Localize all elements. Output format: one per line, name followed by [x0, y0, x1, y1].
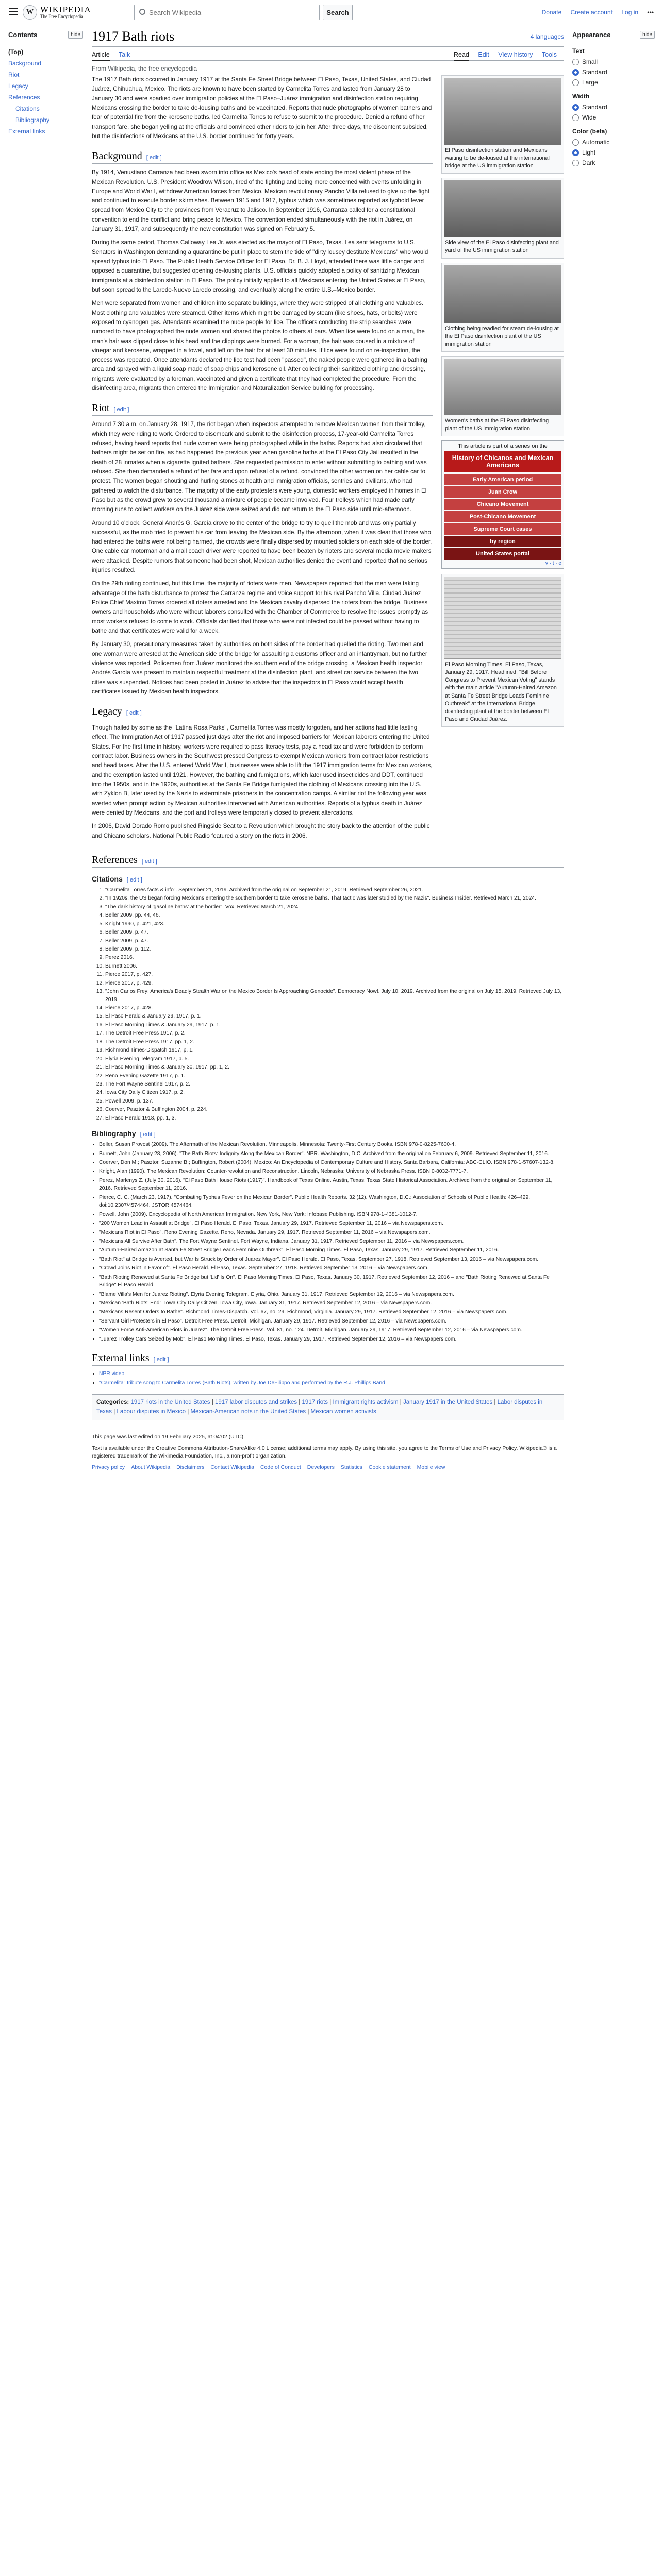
section-heading-riot [92, 402, 433, 416]
radio-icon[interactable] [572, 114, 579, 121]
citation-item: 9. Perez 2016. [105, 954, 564, 961]
toc-header [8, 31, 83, 42]
width-standard[interactable] [572, 102, 655, 112]
color-light[interactable] [572, 147, 655, 158]
citation-item: 17. The Detroit Free Press 1917, p. 2. [105, 1029, 564, 1037]
citation-item: 2. "In 1920s, the US began forcing Mexicans entering the southern border to take kerosene baths. That tactic was later studied by the Nazis". Business Insider. Retrieved March 21, 2024. [105, 894, 564, 902]
citation-item: 16. El Paso Morning Times & January 29, 1917, p. 1. [105, 1021, 564, 1029]
category-link[interactable]: 1917 labor disputes and strikes [214, 1399, 297, 1406]
citation-item: 15. El Paso Herald & January 29, 1917, p. 1. [105, 1012, 564, 1020]
toc-item-background[interactable]: Background [8, 60, 42, 67]
text-size-standard[interactable] [572, 67, 655, 77]
citation-item: 27. El Paso Herald 1918, pp. 1, 3. [105, 1114, 564, 1122]
figure-caption: Women's baths at the El Paso disinfecting plant of the US immigration station [445, 417, 549, 432]
footer-link[interactable]: Developers [307, 1464, 335, 1471]
background-paragraph: Men were separated from women and children into separate buildings, where they were stripped of all clothing and valuables. Most clothing and valuables were steamed. Other items which might be damaged by steam (like shoes, hats, or belts) were exposed to cyanogen gas. Attendants examined the nude people for lice. The officers conducting the strip searches were rumored to have photographed the nude women and shared the photos to others at bars. When lice were found on a man, the man's hair was clipped close to his head and the clippings were burned. For a woman, the hair was doused in a mixture of vinegar and kerosene, wrapped in a towel, and left on the hair for at least 30 minutes. If lice were found on re-inspection, the process was repeated. Once attendants declared the lice test had been "passed", the naked people were gathered in a bathing area and sprayed with a liquid soap made of soap chips and kerosene oil. After collecting their sanitized clothing and dressing, migrants were evaluated by a foreman, vaccinated and given a certificate that they had completed the procedure. From the disinfecting area, migrants then entered the Immigration and Naturalization Service building for processing. [92, 300, 427, 392]
wordmark-tagline: The Free Encyclopedia [40, 14, 84, 19]
language-button[interactable]: 4 languages [530, 33, 564, 40]
citation-item: 11. Pierce 2017, p. 427. [105, 971, 564, 978]
option-label: Small [582, 58, 598, 65]
bibliography-item: • "Servant Girl Protesters in El Paso". Detroit Free Press. Detroit, Michigan. January 29, 1917. Retrieved September 12, 2016 – via Newspapers.com. [99, 1317, 564, 1325]
footer-link[interactable]: Code of Conduct [260, 1464, 301, 1471]
width-label: Width [572, 93, 590, 100]
figure-caption: El Paso disinfection station and Mexicans waiting to be de-loused at the international bridge at the US immigration station [445, 147, 550, 170]
bibliography-item: • Burnett, John (January 28, 2006). "The Bath Riots: Indignity Along the Mexican Border". NPR. Washington, D.C. Archived from the original on February 6, 2009. Retrieved September 11, 2016. [99, 1150, 564, 1158]
category-link[interactable]: 1917 riots in the United States [130, 1399, 210, 1406]
riot-paragraph: By January 30, precautionary measures taken by authorities on both sides of the border had quelled the rioting. Two men and one woman were arrested at the American side of the bridge for assaulting a customs officer and an infantryman, but no further violence was reported. Policemen from Juárez monitored the southern end of the bridge crossing, a Mexican health inspector Andrés García was present to maintain respectful treatment at the disinfection plant, and street car service between the two cities was suspended. Notices had been posted in Juárez to advise that the inspectors in El Paso would accept health certificates issued by Mexican health inspectors. [92, 641, 427, 695]
bibliography-item: • Coerver, Don M.; Pasztor, Suzanne B.; Buffington, Robert (2004). Mexico: An Encyclopedia of Contemporary Culture and History. Santa Barbara, California: ABC-CLIO. ISBN 978-1-57607-132-8. [99, 1159, 564, 1166]
sidebar-figures [441, 75, 564, 845]
main-content [92, 29, 564, 1472]
link-text[interactable]: "Carmelita" tribute song to Carmelita Torres (Bath Riots), written by Joe DeFilippo and performed by the R.J. Phillips Band [99, 1380, 385, 1386]
bibliography-item: • "Mexicans Riot in El Paso". Reno Evening Gazette. Reno, Nevada. January 29, 1917. Retrieved September 11, 2016 – via Newspapers.com. [99, 1229, 564, 1236]
categories-box [92, 1394, 564, 1420]
category-separator: | [112, 1409, 117, 1415]
citation-item: 3. "The dark history of 'gasoline baths' at the border". Vox. Retrieved March 21, 2024. [105, 903, 564, 911]
bibliography-item: • Knight, Alan (1990). The Mexican Revolution: Counter-revolution and Reconstruction. Lincoln, Nebraska: University of Nebraska Press. ISBN 0-8032-7771-7. [99, 1167, 564, 1175]
heading-text: External links [92, 1352, 150, 1364]
link-text[interactable]: NPR video [99, 1371, 125, 1377]
tab-talk[interactable]: Talk [118, 51, 130, 58]
citation-item: 7. Beller 2009, p. 47. [105, 937, 564, 945]
heading-text: Background [92, 150, 142, 162]
figure-caption: El Paso Morning Times, El Paso, Texas, January 29, 1917. Headlined, "Bill Before Congress to Prevent Mexican Voting" stands with the main article "Autumn-Haired Amazon at Santa Fe Street Bridge Leads Feminine Outbreak" at the International Bridge disinfecting plant at the border between El Paso and Ciudad Juárez. [445, 662, 557, 722]
user-links [535, 9, 654, 16]
series-item[interactable]: Juan Crow [444, 486, 561, 498]
subheading-bibliography [92, 1129, 564, 1138]
edit-section-link[interactable]: [ edit ] [141, 858, 157, 865]
appearance-header [572, 31, 655, 42]
external-links-list [92, 1370, 564, 1387]
option-label: Standard [582, 104, 607, 111]
category-link[interactable]: Immigrant rights activism [333, 1399, 399, 1406]
categories-label[interactable]: Categories: [96, 1399, 129, 1406]
category-separator: | [398, 1399, 403, 1406]
create-account-link[interactable]: Create account [570, 9, 613, 16]
citation-item: 25. Powell 2009, p. 137. [105, 1097, 564, 1105]
heading-text: Bibliography [92, 1129, 136, 1138]
category-link[interactable]: January 1917 in the United States [403, 1399, 493, 1406]
bibliography-item: • "Juarez Trolley Cars Seized by Mob". El Paso Morning Times. El Paso, Texas. January 29, 1917. Retrieved September 12, 2016 – via Newspapers.com. [99, 1335, 564, 1343]
series-intro: This article is part of a series on the [458, 443, 548, 450]
appearance-hide-button[interactable]: hide [640, 31, 655, 39]
citation-item: 1. "Carmelita Torres facts & info". September 21, 2019. Archived from the original on September 21, 2019. Retrieved September 26, 2021. [105, 886, 564, 894]
riot-paragraph: Around 7:30 a.m. on January 28, 1917, the riot began when inspectors attempted to remove Mexican women from their trolley, which they were riding to work. Ordered to disembark and submit to the disinfection process, 17-year-old Carmelita Torres refused, having heard reports that nude women were being photographed while in the baths. Reports had also circulated that bathers might be set on fire, as had happened the previous year when gasoline baths at the El Paso City Jail resulted in the death of 28 inmates when a cigarette ignited bathers. She requested permission to enter without submitting to bathing and was refused. She then demanded a refund of her fare and upon refusal of a refund, convinced the other women on her cable car to protest. The women began shouting and hurling stones at health and immigration officials, sentries and civilians, who had gathered to watch the disturbance. The majority of the early protesters were young, domestic workers employed in homes in El Paso but as the crowd grew to several thousand a mixture of people became involved. Four trolleys which had made early morning runs to collect workers on the Juárez side were seized and did not return to the El Paso side until mid-afternoon. [92, 421, 427, 513]
series-item[interactable]: Early American period [444, 474, 561, 485]
figure [441, 75, 564, 174]
bibliography-list [92, 1141, 564, 1343]
bibliography-item: • "Blame Villa's Men for Juarez Rioting". Elyria Evening Telegram. Elyria, Ohio. January 31, 1917. Retrieved September 12, 2016 – via Newspapers.com. [99, 1291, 564, 1298]
toc-title: Contents [8, 31, 38, 39]
category-separator: | [492, 1399, 498, 1406]
figure-caption: Clothing being readied for steam de-lousing at the El Paso disinfection plant of the US immigration station [445, 325, 559, 347]
option-label: Wide [582, 114, 597, 121]
bibliography-item: • Perez, Marlenys Z. (July 30, 2016). "El Paso Bath House Riots (1917)". Handbook of Texas Online. Austin, Texas: Texas State Historical Association. Archived from the original on September 11, 2016. Retrieved September 11, 2016. [99, 1177, 564, 1193]
citation-item: 22. Reno Evening Gazette 1917, p. 1. [105, 1072, 564, 1080]
bibliography-item: • "Autumn-Haired Amazon at Santa Fe Street Bridge Leads Feminine Outbreak". El Paso Morning Times. El Paso, Texas. January 29, 1917. Retrieved September 11, 2016. [99, 1246, 564, 1254]
option-label: Dark [582, 159, 595, 166]
radio-selected-icon[interactable] [572, 104, 579, 111]
section-heading-legacy [92, 706, 433, 719]
citation-item: 6. Beller 2009, p. 47. [105, 928, 564, 936]
page-title: 1917 Bath riots [92, 29, 564, 47]
figure [441, 263, 564, 352]
category-separator: | [186, 1409, 191, 1415]
background-paragraph: By 1914, Venustiano Carranza had been sworn into office as Mexico's head of state ending the most violent phase of the Mexican Revolution. U.S. President Woodrow Wilson, tired of the fighting and being more concerned with events unfolding in Europe and World War I, withdrew American forces from Mexico. Mexican revolutionary Pancho Villa refused to give up the fight and continued to execute border skirmishes. Between 1915 and 1917, typhus which was sometimes reported as typhoid fever spread from Mexico City to the provinces from Veracruz to Jalisco. In September 1916, Carranza called for a constitutional convention to end the conflict and bring peace to Mexico. The convention ended simultaneously with the riot in Juárez, on January 31, 1917, and subsequently the new constitution was signed on February 5. [92, 169, 430, 233]
option-label: Large [582, 79, 598, 86]
radio-selected-icon[interactable] [572, 69, 579, 76]
toc-item-citations[interactable]: Citations [15, 105, 40, 112]
donate-link[interactable]: Donate [541, 9, 562, 16]
color-dark[interactable] [572, 158, 655, 168]
category-separator: | [306, 1409, 311, 1415]
wordmark[interactable] [40, 5, 91, 19]
tab-read[interactable]: Read [454, 51, 469, 61]
series-portal-link[interactable]: United States portal [444, 548, 561, 560]
citation-item: 20. Elyria Evening Telegram 1917, p. 5. [105, 1055, 564, 1063]
footer-link[interactable]: Cookie statement [368, 1464, 411, 1471]
wikipedia-logo[interactable]: W [23, 5, 37, 20]
login-link[interactable]: Log in [621, 9, 639, 16]
section-heading-external-links [92, 1352, 564, 1366]
radio-selected-icon[interactable] [572, 149, 579, 156]
radio-icon[interactable] [572, 139, 579, 146]
radio-icon[interactable] [572, 160, 579, 166]
search-button[interactable]: Search [323, 5, 353, 20]
bibliography-item: • "Bath Riot" at Bridge is Averted, but War Is Struck by Order of Juarez Mayor". El Paso Herald. El Paso, Texas. September 27, 1918. Retrieved September 13, 2016 – via Newspapers.com. [99, 1256, 564, 1263]
heading-text: Riot [92, 402, 110, 414]
more-menu-icon[interactable]: ••• [647, 9, 654, 16]
tab-edit[interactable]: Edit [478, 51, 489, 58]
option-label: Light [582, 149, 596, 156]
page-tabs [92, 51, 564, 61]
search-icon [139, 9, 145, 15]
toc-hide-button[interactable]: hide [68, 31, 83, 39]
tab-article[interactable]: Article [92, 51, 110, 61]
footer-link[interactable]: Statistics [340, 1464, 362, 1471]
citation-item: 24. Iowa City Daily Citizen 1917, p. 2. [105, 1089, 564, 1096]
edit-section-link[interactable]: [ edit ] [146, 155, 162, 161]
heading-text: Legacy [92, 706, 122, 718]
series-item[interactable]: by region [444, 536, 561, 547]
navbox-vte-links[interactable]: v · t · e [545, 561, 561, 567]
main-menu-icon[interactable] [9, 8, 18, 15]
photo-image[interactable] [444, 265, 561, 323]
category-separator: | [210, 1399, 215, 1406]
toc-item-references[interactable]: References [8, 94, 40, 101]
figure-caption: Side view of the El Paso disinfecting plant and yard of the US immigration station [445, 240, 559, 254]
footer-link[interactable]: Mobile view [417, 1464, 445, 1471]
section-heading-references [92, 854, 564, 868]
option-label: Automatic [582, 139, 610, 146]
appearance-panel [572, 31, 655, 168]
citations-list [92, 886, 564, 1122]
bibliography-item: • "Women Force Anti-American Riots in Juarez". The Detroit Free Press. Vol. 81, no. 124. Detroit, Michigan. January 29, 1917. Retrieved September 12, 2016 – via Newspapers.com. [99, 1326, 564, 1334]
table-of-contents [8, 31, 83, 137]
bibliography-item: • "Mexicans Resent Orders to Bathe". Richmond Times-Dispatch. Vol. 67, no. 29. Richmond, Virginia. January 29, 1917. Retrieved September 12, 2016 – via Newspapers.com. [99, 1308, 564, 1316]
toc-item-bibliography[interactable]: Bibliography [15, 116, 50, 124]
category-link[interactable]: Mexican-American riots in the United States [190, 1409, 306, 1415]
site-header [0, 0, 662, 25]
bibliography-item: • "Mexican 'Bath Riots' End". Iowa City Daily Citizen. Iowa City, Iowa. January 31, 1917. Retrieved September 12, 2016 – via Newspapers.com. [99, 1299, 564, 1307]
citation-item: 12. Pierce 2017, p. 429. [105, 979, 564, 987]
footer-link[interactable]: About Wikipedia [131, 1464, 171, 1471]
citation-item: 26. Coerver, Pasztor & Buffington 2004, p. 224. [105, 1106, 564, 1113]
edit-section-link[interactable]: [ edit ] [153, 1357, 169, 1363]
page-footer [92, 1428, 564, 1472]
series-navbox [441, 440, 564, 569]
radio-icon[interactable] [572, 79, 579, 86]
subheading-citations [92, 875, 564, 883]
width-wide[interactable] [572, 112, 655, 123]
series-title[interactable]: History of Chicanos and Mexican Americans [444, 451, 561, 472]
heading-text: References [92, 854, 138, 866]
citation-item: 4. Beller 2009, pp. 44, 46. [105, 911, 564, 919]
category-link[interactable]: Labor disputes in Texas [96, 1399, 543, 1415]
series-item[interactable]: Post-Chicano Movement [444, 511, 561, 522]
toc-item-legacy[interactable]: Legacy [8, 82, 28, 90]
legacy-paragraph: In 2006, David Dorado Romo published Ringside Seat to a Revolution which brought the story back to the attention of the public and Chicano scholars. National Public Radio featured a story on the riots in 2006. [92, 823, 430, 839]
page-tagline: From Wikipedia, the free encyclopedia [92, 65, 197, 72]
footer-link[interactable]: Privacy policy [92, 1464, 125, 1471]
bibliography-item: • Pierce, C. C. (March 23, 1917). "Combating Typhus Fever on the Mexican Border". Public Health Reports. 32 (12). Washington, D.C.: Association of Schools of Public Health: 426–429. doi:10.2307/4574464. JSTOR 4574464. [99, 1194, 564, 1210]
external-link[interactable] [99, 1379, 564, 1387]
tab-tools[interactable]: Tools [541, 51, 557, 58]
legacy-paragraph: Though hailed by some as the "Latina Rosa Parks", Carmelita Torres was mostly forgotten, and her actions had little lasting effect. The Immigration Act of 1917 passed just days after the riot and imposed barriers for Mexican laborers entering the United States. For the first time in history, workers were required to pass literacy tests, pay a head tax and were forbidden to perform contract labor. Business owners in the Southwest pressed Congress to exempt Mexican workers from contract labor restrictions and head taxes. After the U.S. entered World War I, businesses were able to lift the 1917 immigration terms for Mexican workers, and the exemption lasted until 1921. However, the bathing and fumigations, which later used insecticides and DDT, continued into the 1950s, and in the 1920s, authorities at the Santa Fe Bridge fumigated the clothing of Mexicans crossing into the U.S. with Zyklon B, later used by the Nazis to exterminate prisoners in the concentration camps. A similar riot the following year was averted when prompt action by Mexican authorities intervened with American authorities. Reports of a typhus death in Juárez were denied by Mexicans, and the port and trolleys were temporarily closed to prevent altercations. [92, 724, 433, 816]
toc-item-riot[interactable]: Riot [8, 71, 20, 78]
last-edited: This page was last edited on 19 February 2025, at 04:02 (UTC). [92, 1433, 245, 1440]
riot-paragraph: On the 29th rioting continued, but this time, the majority of rioters were men. Newspapers reported that the men were taking advantage of the bath disturbance to protest the Carranza regime and voice support for his rival Pancho Villa. Ciudad Juárez Police Chief Maximo Torres ordered all rioters arrested and the Mexican cavalry dispersed the rioters from the bridge. Business owners and households who were without laborers consulted with the Chamber of Commerce to resolve the issues promptly as most workers refused to come to work. Officials clarified that those who were not infected could be passed without having to bathe and that certificates were valid for a week. [92, 580, 428, 634]
citation-item: 21. El Paso Morning Times & January 30, 1917, pp. 1, 2. [105, 1063, 564, 1071]
heading-text: Citations [92, 874, 123, 883]
category-separator: | [297, 1399, 302, 1406]
citation-item: 23. The Fort Wayne Sentinel 1917, p. 2. [105, 1080, 564, 1088]
section-heading-background [92, 150, 433, 164]
appearance-title: Appearance [572, 31, 611, 39]
footer-links [92, 1464, 564, 1472]
text-size-label: Text [572, 47, 585, 55]
figure [441, 178, 564, 258]
bibliography-item: • Beller, Susan Provost (2009). The Aftermath of the Mexican Revolution. Minneapolis, Minnesota: Twenty-First Century Books. ISBN 978-0-8225-7600-4. [99, 1141, 564, 1148]
photo-image[interactable] [444, 359, 561, 415]
search-box [134, 5, 320, 20]
photo-image[interactable] [444, 180, 561, 237]
citation-item: 10. Burnett 2006. [105, 962, 564, 970]
edit-section-link[interactable]: [ edit ] [140, 1131, 156, 1138]
category-link[interactable]: Mexican women activists [310, 1409, 376, 1415]
figure [441, 574, 564, 727]
edit-section-link[interactable]: [ edit ] [126, 876, 142, 883]
riot-paragraph: Around 10 o'clock, General Andrés G. García drove to the center of the bridge to try to quell the mob and was only partially successful, as the mob tried to prevent his car from leaving the Mexican side. By the afternoon, when it was clear that those who had entered the baths were not being harmed, the crowds were finally dispersed by mounted soldiers on each side of the border. One cable car motorman and a mail coach driver were reported to have been beaten by rioters and several media movie makers were attacked. Despite rumors that someone had been shot, Mexican authorities denied the event and reported that no serious injuries resulted. [92, 519, 432, 574]
bibliography-item: • "200 Women Lead in Assault at Bridge". El Paso Herald. El Paso, Texas. January 29, 1917. Retrieved September 11, 2016 – via Newspapers.com. [99, 1219, 564, 1227]
citation-item: 8. Beller 2009, p. 112. [105, 945, 564, 953]
series-item[interactable]: Supreme Court cases [444, 523, 561, 535]
figure [441, 356, 564, 436]
toc-item-top[interactable]: (Top) [8, 48, 24, 56]
bibliography-item: • "Mexicans All Survive After Bath". The Fort Wayne Sentinel. Fort Wayne, Indiana. January 31, 1917. Retrieved September 11, 2016 – via Newspapers.com. [99, 1238, 564, 1245]
series-item[interactable]: Chicano Movement [444, 499, 561, 510]
color-label: Color (beta) [572, 128, 607, 135]
category-separator: | [328, 1399, 333, 1406]
footer-link[interactable]: Contact Wikipedia [210, 1464, 254, 1471]
newspaper-image[interactable] [444, 577, 561, 659]
category-link[interactable]: Labour disputes in Mexico [117, 1409, 186, 1415]
search-input[interactable] [149, 7, 314, 18]
category-link[interactable]: 1917 riots [302, 1399, 328, 1406]
bibliography-item: • "Bath Rioting Renewed at Santa Fe Bridge but 'Lid' Is On". El Paso Morning Times. El Paso, Texas. January 30, 1917. Retrieved September 12, 2016 – and "Bath Rioting Renewed at Santa Fe Bridge" El Paso Herald. [99, 1274, 564, 1290]
bibliography-item: • "Crowd Joins Riot in Favor of". El Paso Herald. El Paso, Texas. September 27, 1918. Retrieved September 13, 2016 – via Newspapers.com. [99, 1264, 564, 1272]
toc-item-external-links[interactable]: External links [8, 128, 45, 135]
license-text: Text is available under the Creative Commons Attribution-ShareAlike 4.0 License; additional terms may apply. By using this site, you agree to the Terms of Use and Privacy Policy. Wikipedia® is a registered trademark of the Wikimedia Foundation, Inc., a non-profit organization. [92, 1445, 557, 1460]
radio-icon[interactable] [572, 59, 579, 65]
text-size-small[interactable] [572, 57, 655, 67]
footer-link[interactable]: Disclaimers [176, 1464, 205, 1471]
text-size-large[interactable] [572, 77, 655, 88]
external-link[interactable] [99, 1370, 564, 1378]
edit-section-link[interactable]: [ edit ] [113, 406, 129, 413]
wordmark-title: WIKIPEDIA [40, 5, 91, 14]
option-label: Standard [582, 69, 607, 76]
photo-image[interactable] [444, 78, 561, 145]
citation-item: 19. Richmond Times-Dispatch 1917, p. 1. [105, 1046, 564, 1054]
citation-item: 13. "John Carlos Frey: America's Deadly Stealth War on the Mexico Border Is Approaching Genocide". Democracy Now!. July 10, 2019. Archived from the original on July 15, 2019. Retrieved July 13, 2019. [105, 988, 564, 1004]
intro-paragraph: The 1917 Bath riots occurred in January 1917 at the Santa Fe Street Bridge between El Paso, Texas, United States, and Ciudad Juárez, Chihuahua, Mexico. The riots are known to have been started by Carmelita Torres and lasted from January 28 to January 30 and were sparked over immigration policies at the El Paso–Juárez immigration and disinfection station requiring Mexicans crossing the border to take de-lousing baths and be vaccinated. Reports that nude photographs of women bathers and fear of potential fire from the kerosene baths, led Carmelita Torres to refuse to submit to the procedure. Denied a refund of her transport fare, she began yelling at the officials and convinced other riders to join her. After three days, the discontent subsided, but the disinfections of Mexicans at the U.S. border continued for forty years. [92, 76, 432, 140]
citation-item: 18. The Detroit Free Press 1917, pp. 1, 2. [105, 1038, 564, 1046]
color-automatic[interactable] [572, 137, 655, 147]
tab-view-history[interactable]: View history [498, 51, 533, 58]
citation-item: 14. Pierce 2017, p. 428. [105, 1004, 564, 1012]
edit-section-link[interactable]: [ edit ] [126, 710, 142, 717]
citation-item: 5. Knight 1990, p. 421, 423. [105, 920, 564, 928]
article-body [92, 75, 433, 845]
bibliography-item: • Powell, John (2009). Encyclopedia of North American Immigration. New York, New York: Infobase Publishing. ISBN 978-1-4381-1012-7. [99, 1211, 564, 1218]
background-paragraph: During the same period, Thomas Calloway Lea Jr. was elected as the mayor of El Paso, Texas. Lea sent telegrams to U.S. Senators in Washington demanding a quarantine be put in place to stem the tide of "dirty lousey destitute Mexicans" who would spread typhus into El Paso. The Public Health Service Officer for El Paso, Dr. B. J. Lloyd, attended there was little danger and opposed a quarantine, but suggested opening de-lousing plants. U.S. officials quickly adopted a policy of sanitizing Mexican immigrants at a disinfection station in El Paso. The policy initially applied to all Mexicans entering the United States at El Paso, but soon spread to the Laredo-Nuevo Laredo crossing, and eventually along the entire U.S.–Mexico border. [92, 239, 428, 293]
